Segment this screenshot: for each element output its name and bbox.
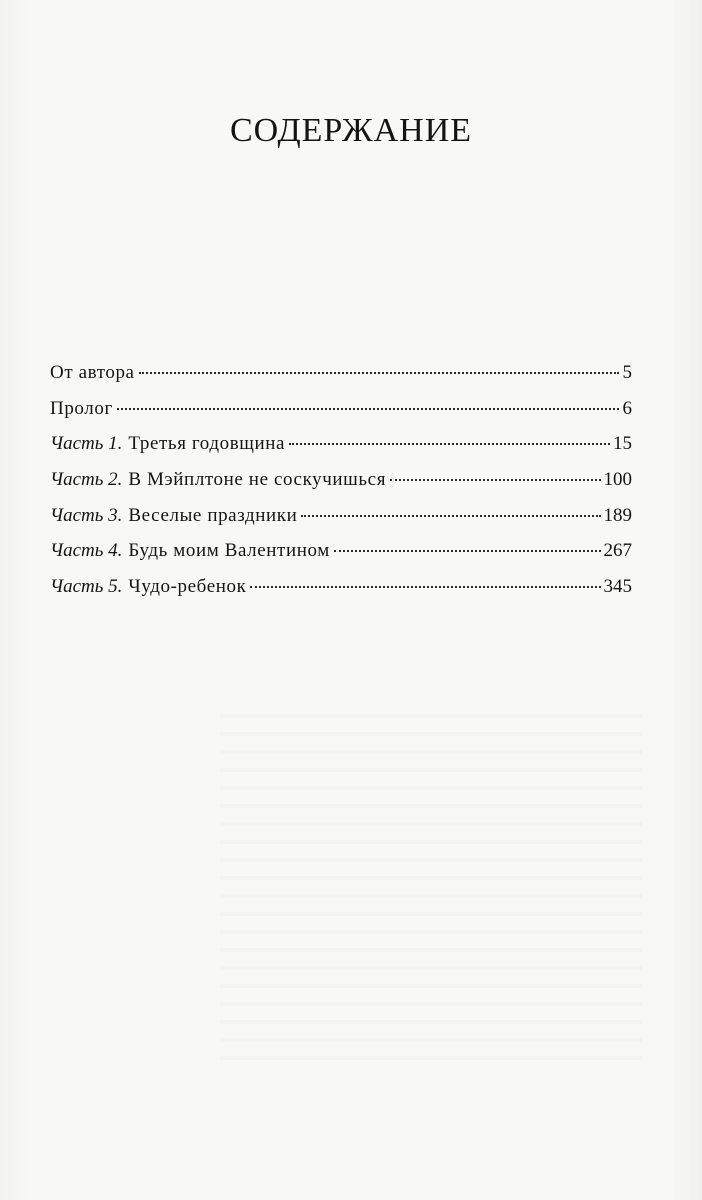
toc-entry[interactable] [50,398,632,434]
toc-entry-title: Пролог [50,397,113,419]
dot-leader [139,372,619,374]
toc-entry-title: Чудо-ребенок [128,576,247,598]
toc-entry[interactable] [50,362,632,398]
toc-entry[interactable] [50,505,632,541]
toc-page-number: 267 [603,540,632,562]
toc-page-number: 6 [622,397,632,419]
toc-part-label: Часть 4. [50,540,123,562]
dot-leader [289,443,610,445]
toc-page-number: 345 [603,576,632,598]
dot-leader [390,479,600,481]
toc-part-label: Часть 2. [50,469,123,491]
toc-entry[interactable] [50,540,632,576]
toc-page-number: 189 [603,504,632,526]
dot-leader [250,586,600,588]
toc-entry[interactable] [50,469,632,505]
toc-part-label: Часть 3. [50,504,123,526]
dot-leader [334,550,601,552]
page-title: СОДЕРЖАНИЕ [229,112,473,149]
toc-entry-title: Веселые праздники [128,504,298,526]
toc-entry-title: Третья годовщина [128,433,286,455]
dot-leader [117,408,619,410]
toc-part-label: Часть 5. [50,576,123,598]
toc-entry-title: В Мэйплтоне не соскучишься [128,469,387,491]
show-through-imprint [220,700,642,1060]
toc-entry-title: От автора [50,362,135,383]
toc-entry[interactable] [50,576,632,612]
toc-page-number: 100 [603,469,632,491]
toc-part-label: Часть 1. [50,433,123,455]
table-of-contents [50,362,632,612]
dot-leader [301,515,600,517]
toc-entry-title: Будь моим Валентином [128,540,330,562]
toc-page-number: 5 [622,362,632,383]
toc-entry[interactable] [50,433,632,469]
toc-page-number: 15 [613,433,632,455]
